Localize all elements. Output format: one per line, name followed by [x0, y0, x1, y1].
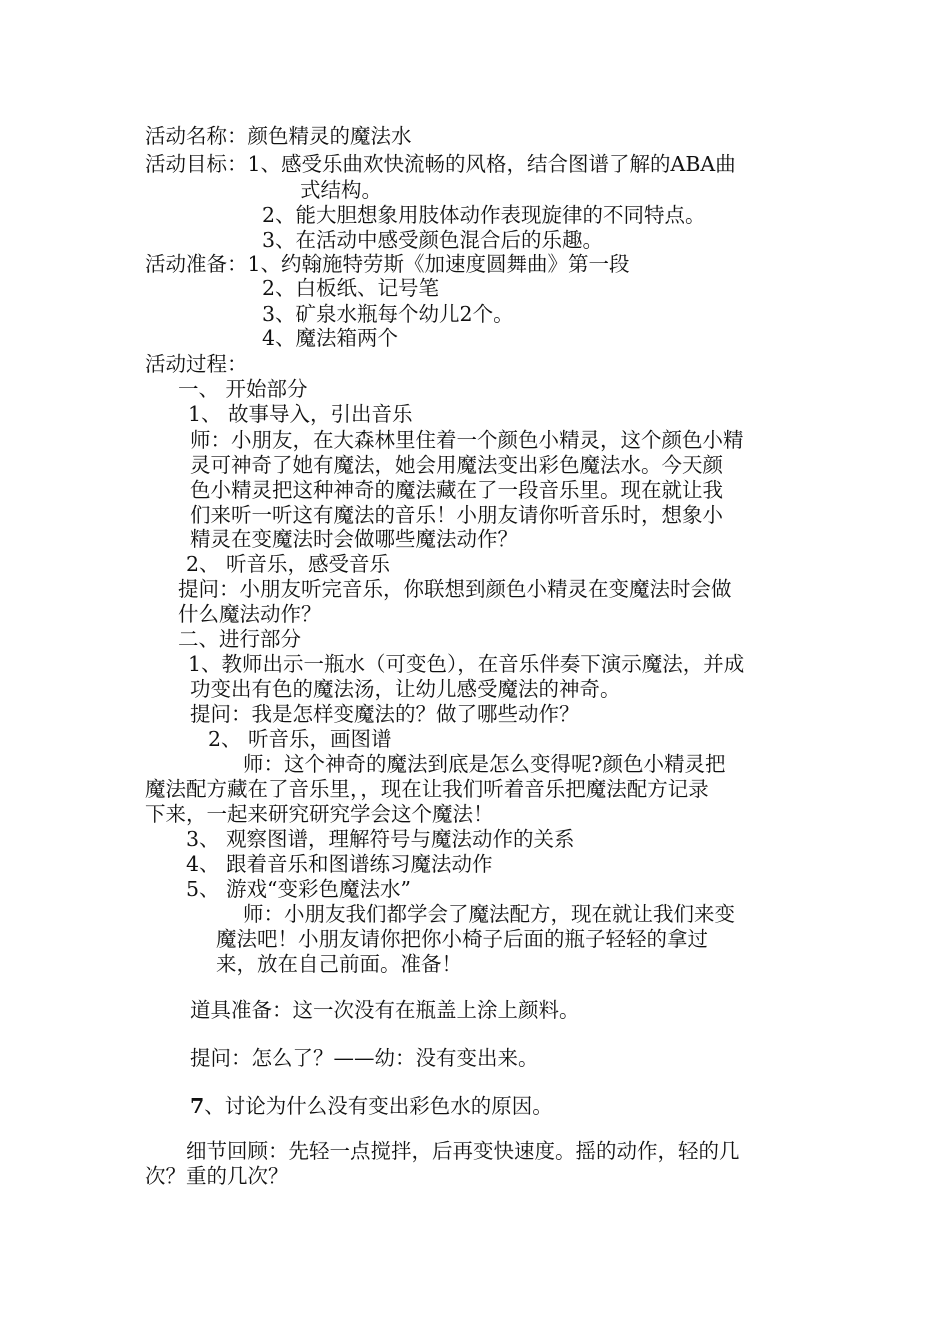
step7-number: 7	[190, 1094, 205, 1118]
prep-line-4: 4、魔法箱两个	[262, 326, 399, 350]
part1-step1: 1、 故事导入，引出音乐	[188, 402, 413, 426]
step7-text: 、讨论为什么没有变出彩色水的原因。	[204, 1094, 553, 1118]
prep-line-2: 2、白板纸、记号笔	[262, 276, 440, 300]
part1-question-line: 提问：小朋友听完音乐，你联想到颜色小精灵在变魔法时会做	[178, 577, 732, 601]
part2-teacher2-line: 师：这个神奇的魔法到底是怎么变得呢?颜色小精灵把	[243, 752, 726, 776]
prep-line-1: 活动准备：1、约翰施特劳斯《加速度圆舞曲》第一段	[145, 252, 630, 276]
goal-line-1-cont: 式结构。	[300, 178, 382, 202]
part2-teacher2-line: 下来，一起来研究研究学会这个魔法！	[145, 802, 494, 826]
part1-teacher-line: 灵可神奇了她有魔法，她会用魔法变出彩色魔法水。今天颜	[190, 453, 723, 477]
part1-step2: 2、 听音乐，感受音乐	[186, 552, 391, 576]
process-title: 活动过程：	[145, 352, 248, 376]
part1-teacher-line: 色小精灵把这种神奇的魔法藏在了一段音乐里。现在就让我	[190, 478, 723, 502]
ask-line: 提问：怎么了？——幼：没有变出来。	[190, 1046, 539, 1070]
part2-step3: 3、 观察图谱，理解符号与魔法动作的关系	[186, 827, 575, 851]
part2-heading: 二、进行部分	[178, 627, 301, 651]
prep-line-3: 3、矿泉水瓶每个幼儿2个。	[262, 302, 514, 326]
part2-question: 提问：我是怎样变魔法的？做了哪些动作？	[190, 702, 580, 726]
part1-heading: 一、 开始部分	[178, 377, 308, 401]
part2-teacher3-line: 师：小朋友我们都学会了魔法配方，现在就让我们来变	[243, 902, 735, 926]
part2-teacher3-line: 魔法吧！小朋友请你把你小椅子后面的瓶子轻轻的拿过	[216, 927, 708, 951]
part1-teacher-line: 师：小朋友，在大森林里住着一个颜色小精灵，这个颜色小精	[190, 428, 744, 452]
part2-step5: 5、 游戏“变彩色魔法水”	[186, 877, 412, 901]
part1-teacher-line: 们来听一听这有魔法的音乐！小朋友请你听音乐时，想象小	[190, 503, 723, 527]
review-line: 次？重的几次？	[145, 1164, 289, 1188]
step7-line	[190, 1094, 553, 1118]
activity-name: 活动名称：颜色精灵的魔法水	[145, 124, 412, 148]
part2-step2: 2、 听音乐，画图谱	[208, 727, 392, 751]
part1-question-line: 什么魔法动作？	[178, 602, 322, 626]
part2-step1-line: 功变出有色的魔法汤，让幼儿感受魔法的神奇。	[190, 677, 621, 701]
goal-line-3: 3、在活动中感受颜色混合后的乐趣。	[262, 228, 604, 252]
props-line: 道具准备：这一次没有在瓶盖上涂上颜料。	[190, 998, 580, 1022]
review-line: 细节回顾：先轻一点搅拌，后再变快速度。摇的动作，轻的几	[186, 1139, 740, 1163]
goal-line-1: 活动目标：1、感受乐曲欢快流畅的风格，结合图谱了解的ABA曲	[145, 152, 736, 176]
part2-step4: 4、 跟着音乐和图谱练习魔法动作	[186, 852, 493, 876]
part2-teacher3-line: 来，放在自己前面。准备！	[216, 952, 462, 976]
part2-teacher2-line: 魔法配方藏在了音乐里，，现在让我们听着音乐把魔法配方记录	[145, 777, 709, 801]
goal-line-2: 2、能大胆想象用肢体动作表现旋律的不同特点。	[262, 203, 706, 227]
part2-step1-line: 1、教师出示一瓶水（可变色），在音乐伴奏下演示魔法，并成	[188, 652, 745, 676]
part1-teacher-line: 精灵在变魔法时会做哪些魔法动作？	[190, 527, 518, 551]
